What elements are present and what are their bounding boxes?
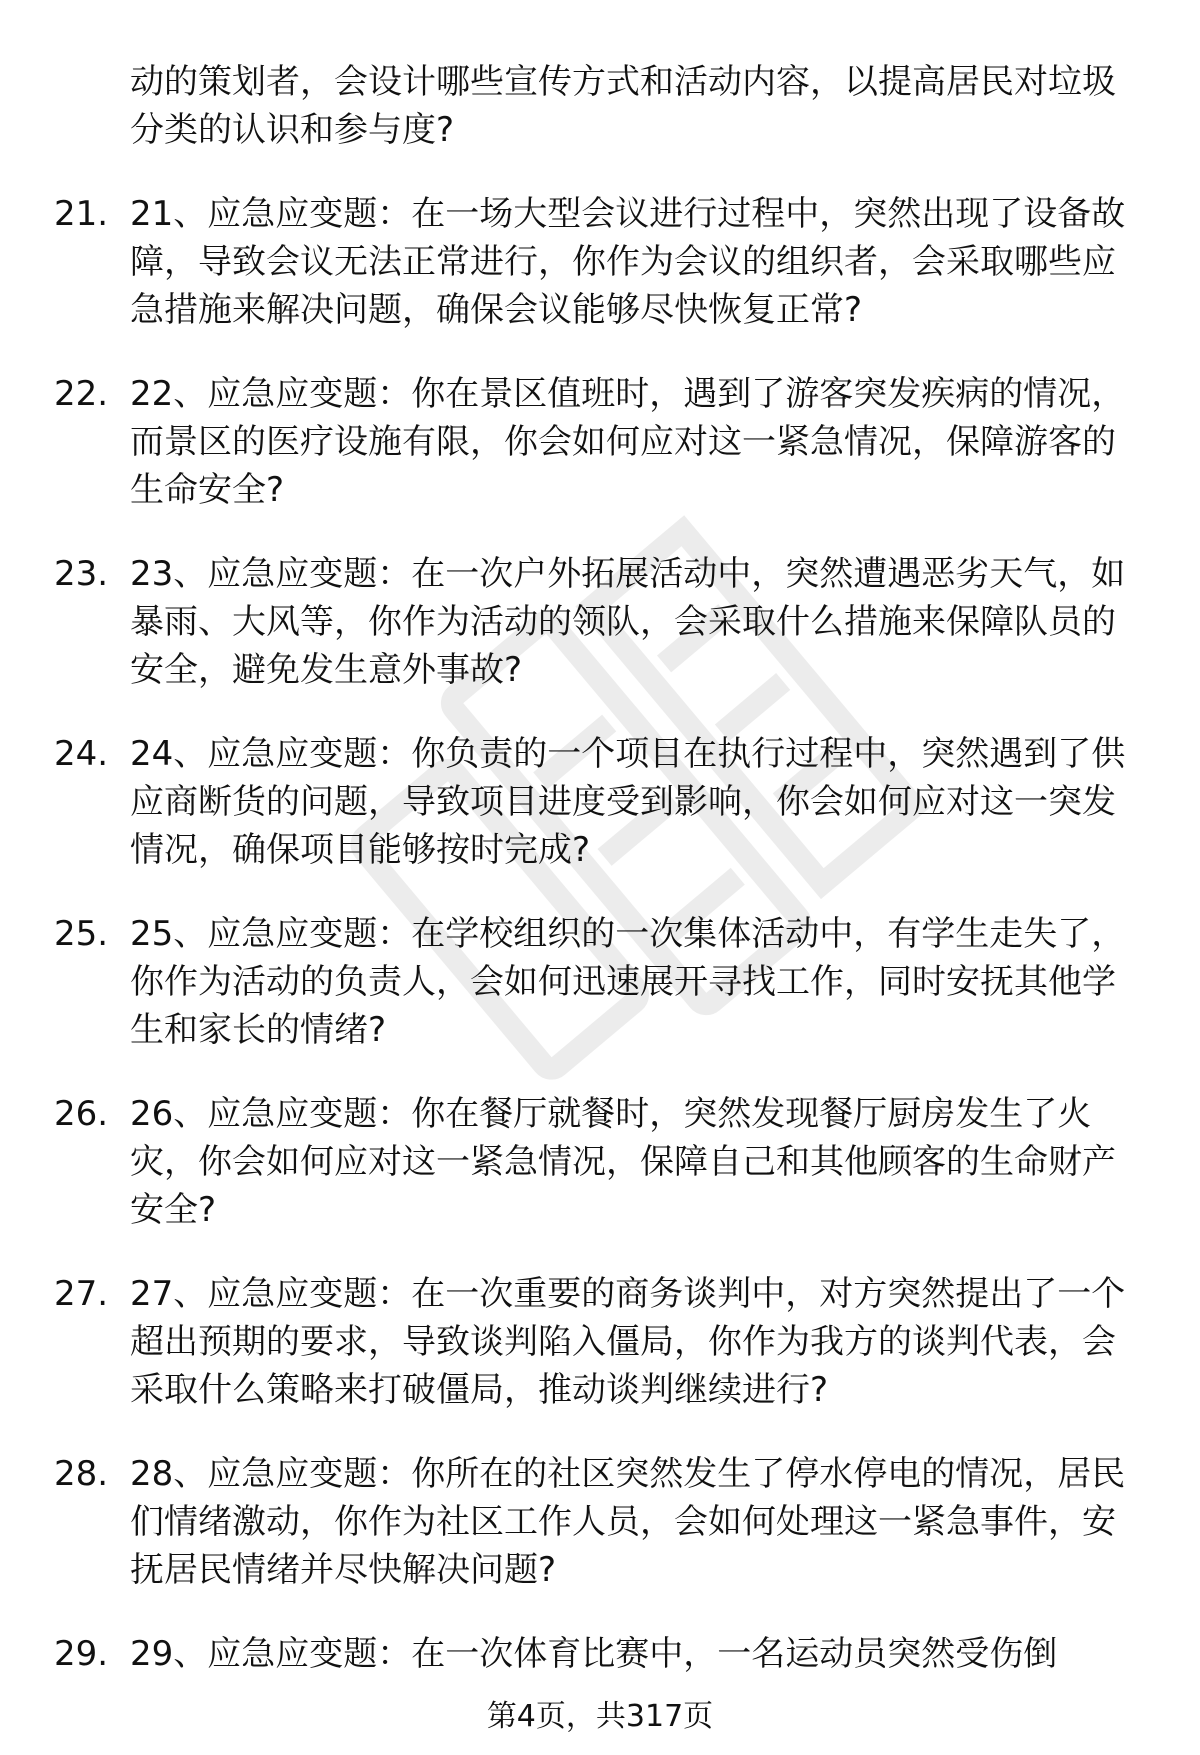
list-item xyxy=(0,1630,1200,1678)
continuation-text: 动的策划者，会设计哪些宣传方式和活动内容，以提高居民对垃圾分类的认识和参与度? xyxy=(130,62,1116,150)
item-text: 28、应急应变题：你所在的社区突然发生了停水停电的情况，居民们情绪激动，你作为社区工作人员，会如何处理这一紧急事件，安抚居民情绪并尽快解决问题? xyxy=(130,1454,1126,1590)
list-item xyxy=(0,1450,1200,1594)
list-item xyxy=(0,550,1200,694)
item-number: 28. xyxy=(54,1454,109,1494)
page-footer: 第4页，共317页 xyxy=(486,1699,714,1734)
list-item xyxy=(0,370,1200,514)
item-number: 23. xyxy=(54,554,109,594)
item-text: 22、应急应变题：你在景区值班时，遇到了游客突发疾病的情况，而景区的医疗设施有限，你会如何应对这一紧急情况，保障游客的生命安全? xyxy=(130,374,1126,510)
item-text: 24、应急应变题：你负责的一个项目在执行过程中，突然遇到了供应商断货的问题，导致项目进度受到影响，你会如何应对这一突发情况，确保项目能够按时完成? xyxy=(130,734,1126,870)
item-text: 29、应急应变题：在一次体育比赛中，一名运动员突然受伤倒 xyxy=(130,1634,1058,1674)
item-number: 29. xyxy=(54,1634,109,1674)
item-number: 24. xyxy=(54,734,109,774)
list-item xyxy=(0,190,1200,334)
item-text: 23、应急应变题：在一次户外拓展活动中，突然遭遇恶劣天气，如暴雨、大风等，你作为活动的领队，会采取什么措施来保障队员的安全，避免发生意外事故? xyxy=(130,554,1126,690)
item-number: 21. xyxy=(54,194,109,234)
list-item xyxy=(0,1090,1200,1234)
list-item xyxy=(0,910,1200,1054)
list-item xyxy=(0,1270,1200,1414)
item-number: 26. xyxy=(54,1094,109,1134)
item-number: 27. xyxy=(54,1274,109,1314)
item-text: 26、应急应变题：你在餐厅就餐时，突然发现餐厅厨房发生了火灾，你会如何应对这一紧急情况，保障自己和其他顾客的生命财产安全? xyxy=(130,1094,1116,1230)
item-text: 21、应急应变题：在一场大型会议进行过程中，突然出现了设备故障，导致会议无法正常进行，你作为会议的组织者，会采取哪些应急措施来解决问题，确保会议能够尽快恢复正常? xyxy=(130,194,1126,330)
item-text: 27、应急应变题：在一次重要的商务谈判中，对方突然提出了一个超出预期的要求，导致谈判陷入僵局，你作为我方的谈判代表，会采取什么策略来打破僵局，推动谈判继续进行? xyxy=(130,1274,1126,1410)
question-list xyxy=(0,58,1200,1678)
list-item xyxy=(0,730,1200,874)
item-text: 25、应急应变题：在学校组织的一次集体活动中，有学生走失了，你作为活动的负责人，会如何迅速展开寻找工作，同时安抚其他学生和家长的情绪? xyxy=(130,914,1126,1050)
item-number: 22. xyxy=(54,374,109,414)
item-number: 25. xyxy=(54,914,109,954)
